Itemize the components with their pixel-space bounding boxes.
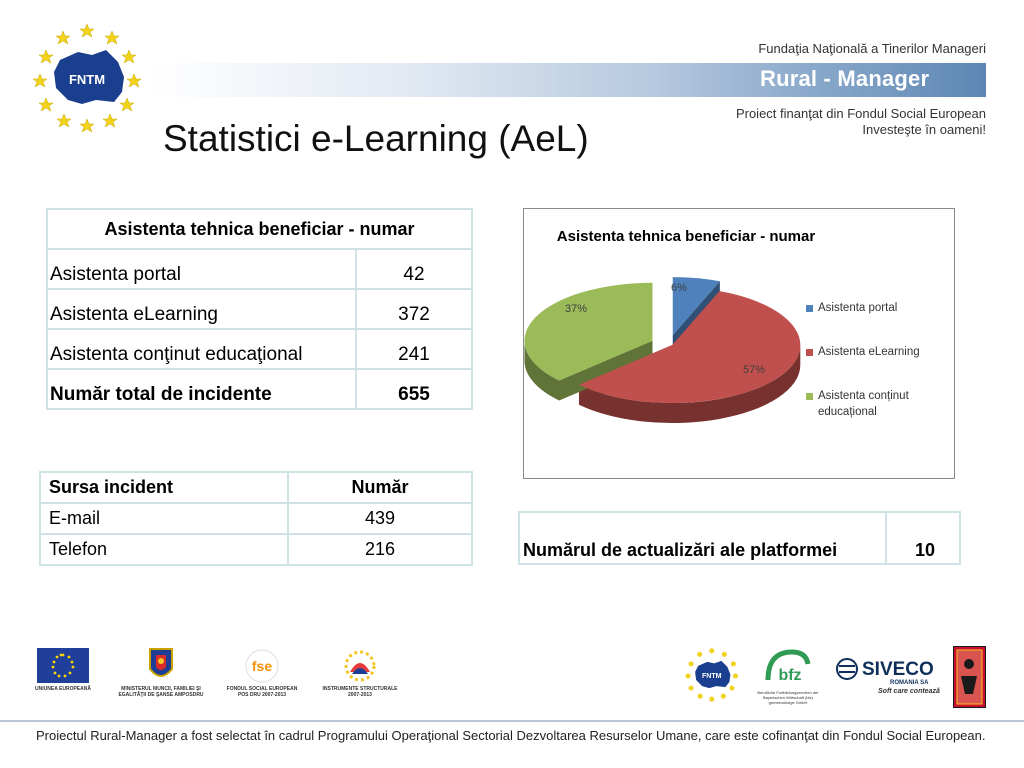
row-label: Asistenta conţinut educaţional — [47, 329, 356, 369]
row-value: 42 — [356, 249, 472, 289]
row-value: 241 — [356, 329, 472, 369]
pie-data-label: 37% — [564, 303, 588, 315]
row-label: Asistenta portal — [47, 249, 356, 289]
bfz-caption: Berufliche Fortbildungszentren der Bayerischen Wirtschaft (bfz) gemeinnützige GmbH — [757, 690, 819, 705]
table-row — [47, 249, 472, 289]
updates-label: Numărul de actualizări ale platformei — [519, 512, 886, 564]
fntm-small-logo-icon — [683, 646, 741, 704]
legend-label: Asistenta portal — [818, 302, 898, 314]
siveco-tagline: Soft care contează — [878, 688, 940, 695]
funding-line-1: Proiect finanţat din Fondul Social European — [735, 106, 986, 121]
page-title: Statistici e-Learning (AeL) — [163, 118, 589, 159]
table-row — [40, 503, 472, 534]
footer-text: Proiectul Rural-Manager a fost selectat în cadrul Programului Operaţional Sectorial Dezvoltarea Resurselor Umane, care este cofinanţat din Fondul Social European. — [36, 728, 986, 743]
row-label: E-mail — [40, 503, 288, 534]
source-table — [39, 471, 473, 566]
siveco-logo-icon — [836, 658, 858, 680]
total-row — [47, 369, 472, 409]
structural-instruments-icon — [340, 646, 380, 684]
red-emblem-icon — [953, 646, 986, 708]
org-name: Fundaţia Naţională a Tinerilor Manageri — [758, 41, 986, 56]
legend-swatch — [806, 349, 813, 356]
total-value: 655 — [356, 369, 472, 409]
row-value: 372 — [356, 289, 472, 329]
legend-swatch — [806, 305, 813, 312]
chart-title: Asistenta tehnica beneficiar - numar — [556, 228, 816, 245]
pie-chart-svg — [524, 209, 956, 480]
structural-caption: INSTRUMENTE STRUCTURALE 2007-2013 — [322, 686, 398, 698]
pie-data-label: 57% — [742, 364, 766, 376]
row-label: Telefon — [40, 534, 288, 565]
eu-flag-icon — [37, 648, 89, 683]
col-header-source: Sursa incident — [40, 472, 288, 503]
support-table — [46, 208, 473, 410]
pie-chart — [523, 208, 955, 479]
fntm-logo-text: FNTM — [68, 72, 106, 87]
table-header-row — [40, 472, 472, 503]
total-label: Număr total de incidente — [47, 369, 356, 409]
col-header-count: Număr — [288, 472, 472, 503]
ministry-crest-icon — [148, 645, 174, 683]
pie-data-label: 6% — [671, 282, 687, 294]
table-row — [519, 512, 960, 564]
partner-logos — [0, 640, 1024, 720]
svg-text:fse: fse — [251, 658, 273, 674]
legend-label: Asistenta conținut educațional — [818, 390, 909, 418]
ministry-caption: MINISTERUL MUNCII, FAMILIEI ŞI EGALITĂŢII DE ŞANSE AMPOSDRU — [118, 686, 204, 698]
updates-table — [518, 511, 961, 565]
legend-label: Asistenta eLearning — [818, 346, 920, 358]
footer-divider — [0, 720, 1024, 722]
fse-caption: FONDUL SOCIAL EUROPEAN POS DRU 2007-2013 — [226, 686, 298, 698]
funding-line-2: Investeşte în oameni! — [862, 122, 986, 137]
svg-text:bfz: bfz — [778, 667, 802, 684]
legend-swatch — [806, 393, 813, 400]
fntm-logo — [30, 22, 145, 134]
table-row — [40, 534, 472, 565]
bfz-logo-icon — [762, 646, 812, 688]
svg-text:FNTM: FNTM — [701, 673, 722, 681]
table-row — [47, 289, 472, 329]
eu-caption: UNIUNEA EUROPEANĂ — [35, 686, 91, 692]
support-table-header: Asistenta tehnica beneficiar - numar — [47, 209, 472, 249]
updates-value: 10 — [886, 512, 960, 564]
fse-logo-icon — [244, 648, 280, 684]
table-row — [47, 329, 472, 369]
row-value: 439 — [288, 503, 472, 534]
siveco-sub: ROMANIA SA — [890, 680, 929, 686]
project-name: Rural - Manager — [760, 66, 930, 91]
siveco-name: SIVECO — [862, 659, 934, 680]
row-value: 216 — [288, 534, 472, 565]
row-label: Asistenta eLearning — [47, 289, 356, 329]
